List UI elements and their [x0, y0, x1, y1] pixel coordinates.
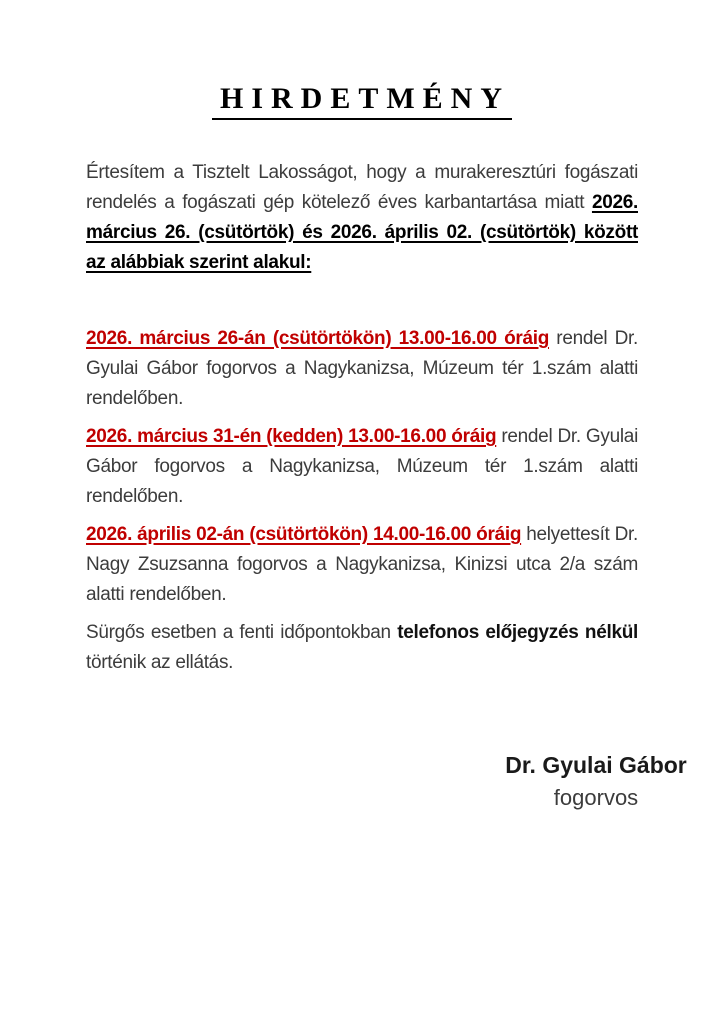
schedule-paragraph-3 — [86, 520, 638, 610]
schedule-1-highlight: 2026. március 26-án (csütörtökön) 13.00-16.00 óráig — [86, 328, 550, 349]
intro-text: Értesítem a Tisztelt Lakosságot, hogy a murakeresztúri fogászati rendelés a fogászati gép kötelező éves karbantartása miatt — [86, 162, 638, 213]
urgent-text-after: történik az ellátás. — [86, 652, 234, 673]
page-title-text: HIRDETMÉNY — [212, 84, 512, 120]
intro-dates-text: 2026. március 26. (csütörtök) és 2026. április 02. (csütörtök) között az alábbiak szerint alakul: — [86, 192, 638, 273]
schedule-paragraph-1 — [86, 324, 638, 414]
schedule-paragraph-2 — [86, 422, 638, 512]
schedule-3-detail: helyettesít Dr. Nagy Zsuzsanna fogorvos a Nagykanizsa, Kinizsi utca 2/a szám alatti rendelőben. — [86, 524, 638, 605]
signature-role: fogorvos — [553, 785, 639, 810]
urgent-text-bold: telefonos előjegyzés nélkül — [397, 622, 638, 643]
schedule-3-highlight: 2026. április 02-án (csütörtökön) 14.00-16.00 óráig — [86, 524, 522, 545]
schedule-2-detail: rendel Dr. Gyulai Gábor fogorvos a Nagykanizsa, Múzeum tér 1.szám alatti rendelőben. — [86, 426, 638, 507]
intro-paragraph — [86, 158, 638, 278]
signature-name: Dr. Gyulai Gábor — [505, 752, 687, 778]
schedule-2-highlight: 2026. március 31-én (kedden) 13.00-16.00 óráig — [86, 426, 497, 447]
urgent-text-before: Sürgős esetben a fenti időpontokban — [86, 622, 398, 643]
urgent-paragraph — [86, 618, 638, 678]
document-body — [86, 158, 687, 814]
signature-block — [436, 748, 724, 814]
page-title — [0, 84, 724, 120]
schedule-1-detail: rendel Dr. Gyulai Gábor fogorvos a Nagykanizsa, Múzeum tér 1.szám alatti rendelőben. — [86, 328, 638, 409]
